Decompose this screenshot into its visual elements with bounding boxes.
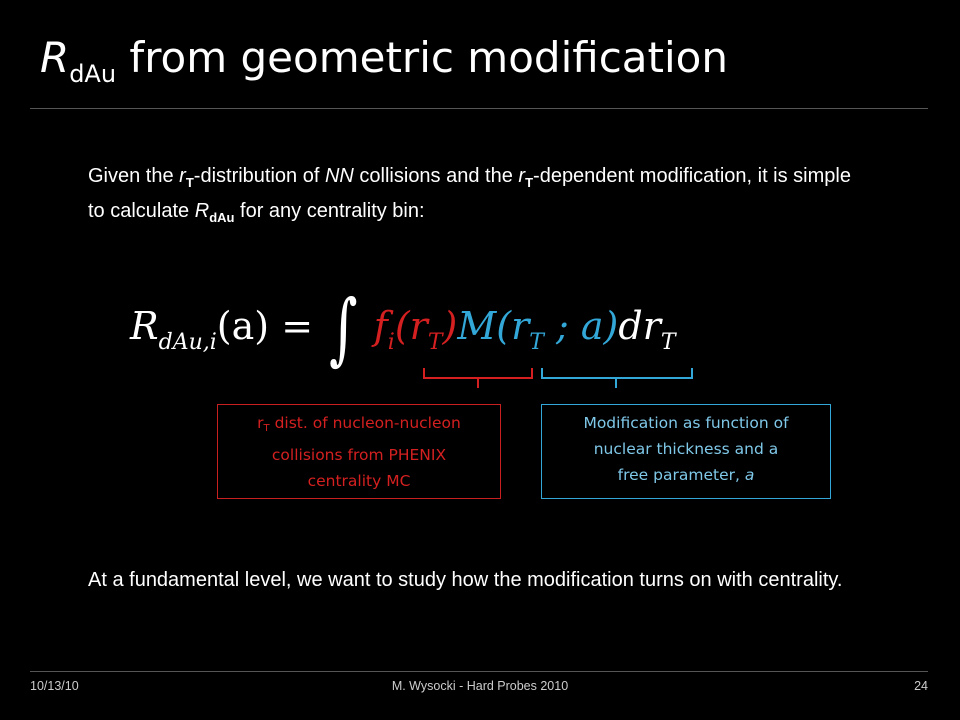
footer-divider (30, 671, 928, 672)
intro-r-symbol: r (518, 165, 526, 187)
title-symbol: R (40, 33, 70, 82)
distribution-note (217, 404, 501, 499)
distribution-note-line-3: centrality MC (307, 472, 411, 490)
intro-t-subscript: T (185, 175, 194, 190)
equation-equals: = (281, 304, 314, 348)
title-subscript: dAu (69, 60, 117, 88)
modification-note-line-1: Modification as function of (583, 414, 789, 432)
distribution-note-line-2: collisions from PHENIX (271, 446, 447, 464)
modification-note (541, 404, 831, 499)
intro-text: for any centrality bin: (234, 200, 425, 222)
modification-bracket (542, 368, 692, 388)
equation-differential: $dr_T$ (618, 304, 676, 355)
equation-modification-term: $M(r_T$ ; a) (457, 304, 619, 355)
conclusion-paragraph: At a fundamental level, we want to study how the modification turns on with centrality. (88, 569, 843, 591)
intro-text: -distribution of (193, 165, 325, 187)
title-text: from geometric modification (116, 33, 728, 82)
integral-symbol: ∫ (329, 284, 358, 374)
intro-nn: NN (324, 165, 354, 187)
intro-text: collisions and the (353, 165, 519, 187)
modification-note-line-3: free parameter, a (617, 466, 755, 484)
intro-dau-subscript: dAu (209, 210, 235, 225)
equation-distribution-term: $f_i(r_T)$ (373, 304, 458, 355)
footer-date: 10/13/10 (30, 679, 79, 693)
intro-t-subscript: T (525, 175, 534, 190)
intro-text: Given the (88, 165, 180, 187)
distribution-note-line-1: rT dist. of nucleon-nucleon (257, 414, 461, 434)
distribution-bracket (424, 368, 532, 388)
modification-note-line-2: nuclear thickness and a (593, 440, 779, 458)
equation-lhs: $R_{dAu,i}(a)$ (130, 304, 270, 355)
slide-number: 24 (914, 679, 928, 693)
intro-text: -dependent modification, it is simple to calculate (88, 165, 851, 222)
intro-r-symbol: r (179, 165, 186, 187)
footer-author: M. Wysocki - Hard Probes 2010 (391, 679, 569, 693)
intro-rdau-symbol: R (194, 200, 210, 222)
